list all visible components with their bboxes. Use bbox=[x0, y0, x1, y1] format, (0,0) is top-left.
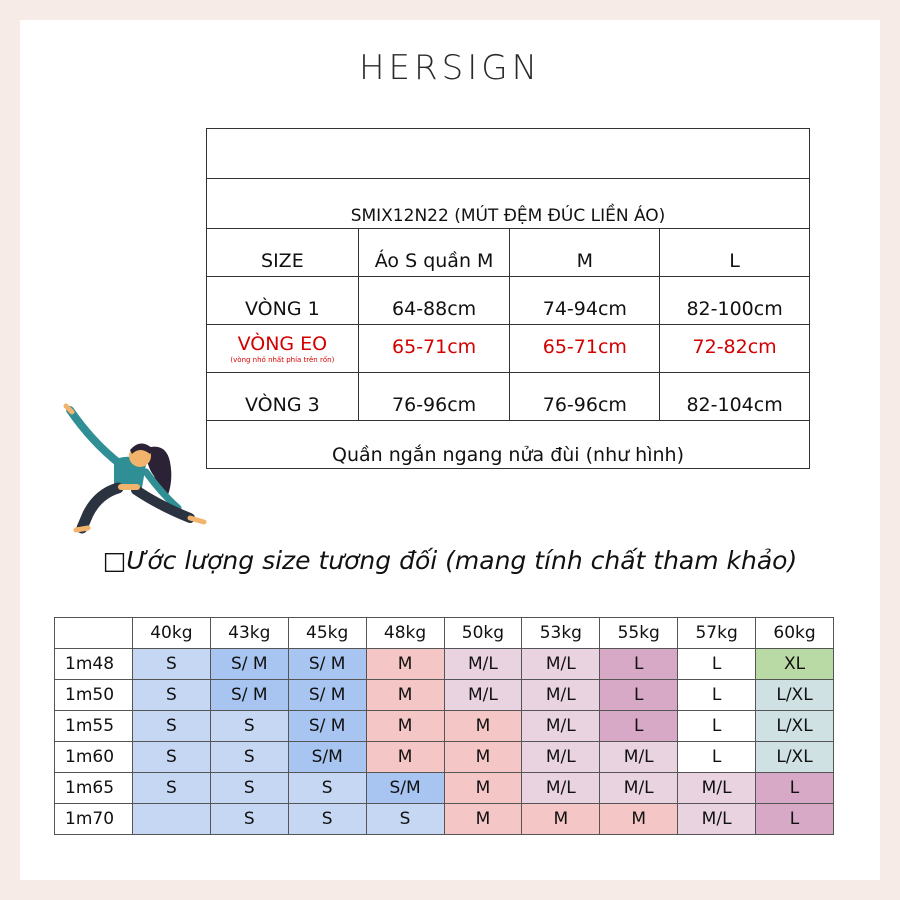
size-cell: M bbox=[444, 711, 522, 742]
size-cell: S/ M bbox=[288, 711, 366, 742]
size-cell: L bbox=[756, 773, 834, 804]
shorts-note: Quần ngắn ngang nửa đùi (như hình) bbox=[207, 421, 810, 469]
size-cell: S bbox=[366, 804, 444, 835]
size-cell: M/L bbox=[522, 773, 600, 804]
size-cell: S/ M bbox=[210, 649, 288, 680]
corner-cell bbox=[55, 618, 133, 649]
measure-label-waist bbox=[207, 325, 359, 373]
brand-logo: HERSIGN bbox=[358, 48, 542, 88]
waist-label: VÒNG EO bbox=[237, 333, 328, 355]
size-cell: M/L bbox=[522, 711, 600, 742]
size-cell: M/L bbox=[444, 680, 522, 711]
size-cell: M/L bbox=[522, 649, 600, 680]
measure-value: 76-96cm bbox=[358, 373, 510, 421]
size-cell: M bbox=[444, 773, 522, 804]
size-cell: M/L bbox=[600, 742, 678, 773]
measure-value: 64-88cm bbox=[358, 277, 510, 325]
size-cell: M/L bbox=[678, 773, 756, 804]
size-cell: S bbox=[210, 804, 288, 835]
weight-header: 45kg bbox=[288, 618, 366, 649]
size-header: SIZE bbox=[207, 229, 359, 277]
height-label: 1m65 bbox=[55, 773, 133, 804]
size-cell: M/L bbox=[522, 742, 600, 773]
weight-header: 55kg bbox=[600, 618, 678, 649]
size-cell: M bbox=[444, 742, 522, 773]
waist-note: (vòng nhỏ nhất phía trên rốn) bbox=[230, 356, 335, 364]
size-cell: S bbox=[132, 680, 210, 711]
estimate-title: □Ước lượng size tương đối (mang tính chất tham khảo) bbox=[102, 546, 798, 575]
size-cell: S bbox=[132, 711, 210, 742]
size-cell: M/L bbox=[678, 804, 756, 835]
height-label: 1m50 bbox=[55, 680, 133, 711]
size-chart-table bbox=[206, 128, 810, 469]
size-cell: S bbox=[210, 711, 288, 742]
size-cell: L/XL bbox=[756, 680, 834, 711]
size-cell: S bbox=[210, 742, 288, 773]
measure-value: 76-96cm bbox=[510, 373, 660, 421]
height-label: 1m60 bbox=[55, 742, 133, 773]
weight-header: 57kg bbox=[678, 618, 756, 649]
size-cell: S/M bbox=[366, 773, 444, 804]
product-code: SMIX12N22 (MÚT ĐỆM ĐÚC LIỀN ÁO) bbox=[207, 179, 810, 229]
size-cell: S/ M bbox=[210, 680, 288, 711]
size-cell: S bbox=[210, 773, 288, 804]
size-cell: L bbox=[678, 680, 756, 711]
measure-label: VÒNG 3 bbox=[207, 373, 359, 421]
size-cell: S bbox=[132, 742, 210, 773]
size-cell: M bbox=[600, 804, 678, 835]
measure-value: 72-82cm bbox=[660, 325, 810, 373]
size-cell: L bbox=[678, 742, 756, 773]
size-cell: S bbox=[132, 773, 210, 804]
size-cell: M bbox=[366, 680, 444, 711]
size-cell: M bbox=[366, 742, 444, 773]
weight-header: 43kg bbox=[210, 618, 288, 649]
measure-value: 65-71cm bbox=[358, 325, 510, 373]
size-cell: S bbox=[132, 649, 210, 680]
size-cell: L/XL bbox=[756, 711, 834, 742]
weight-header: 48kg bbox=[366, 618, 444, 649]
height-label: 1m55 bbox=[55, 711, 133, 742]
measure-value: 65-71cm bbox=[510, 325, 660, 373]
size-cell: L bbox=[600, 649, 678, 680]
size-cell: M/L bbox=[600, 773, 678, 804]
size-cell: L bbox=[678, 649, 756, 680]
size-cell bbox=[132, 804, 210, 835]
size-header: M bbox=[510, 229, 660, 277]
size-cell: M/L bbox=[444, 649, 522, 680]
size-cell: S/ M bbox=[288, 680, 366, 711]
weight-header: 50kg bbox=[444, 618, 522, 649]
measure-value: 74-94cm bbox=[510, 277, 660, 325]
size-cell: L/XL bbox=[756, 742, 834, 773]
size-cell: XL bbox=[756, 649, 834, 680]
weight-header: 40kg bbox=[132, 618, 210, 649]
blank-cell bbox=[207, 129, 810, 179]
size-header: L bbox=[660, 229, 810, 277]
height-label: 1m70 bbox=[55, 804, 133, 835]
measure-label: VÒNG 1 bbox=[207, 277, 359, 325]
size-cell: M bbox=[366, 649, 444, 680]
size-cell: M bbox=[522, 804, 600, 835]
size-cell: M/L bbox=[522, 680, 600, 711]
yoga-pose-illustration bbox=[62, 402, 212, 534]
weight-header: 53kg bbox=[522, 618, 600, 649]
height-label: 1m48 bbox=[55, 649, 133, 680]
measure-value: 82-104cm bbox=[660, 373, 810, 421]
size-cell: L bbox=[756, 804, 834, 835]
size-cell: M bbox=[444, 804, 522, 835]
size-cell: L bbox=[600, 711, 678, 742]
size-cell: S bbox=[288, 773, 366, 804]
size-cell: L bbox=[600, 680, 678, 711]
size-header: Áo S quần M bbox=[358, 229, 510, 277]
size-cell: L bbox=[678, 711, 756, 742]
size-cell: S/M bbox=[288, 742, 366, 773]
size-cell: S bbox=[288, 804, 366, 835]
measure-value: 82-100cm bbox=[660, 277, 810, 325]
size-cell: S/ M bbox=[288, 649, 366, 680]
weight-header: 60kg bbox=[756, 618, 834, 649]
size-estimate-table bbox=[54, 617, 834, 835]
size-cell: M bbox=[366, 711, 444, 742]
